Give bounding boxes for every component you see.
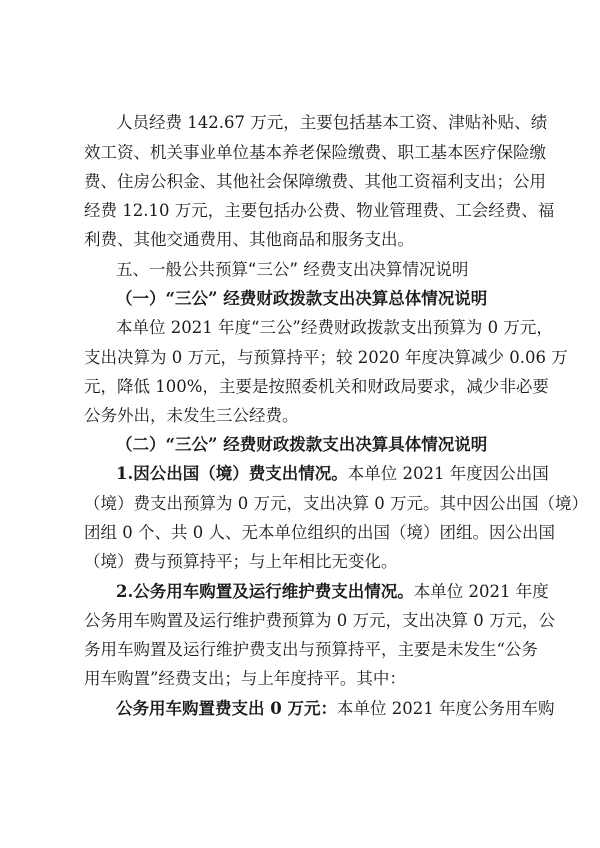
item-vehicle-purchase-line-1-text: 本单位 2021 年度公务用车购 [336,699,555,718]
paragraph-overall-line-2: 支出决算为 0 万元，与预算持平；较 2020 年度决算减少 0.06 万 [84,348,568,367]
subsection-two-heading: （二）“三公” 经费财政拨款支出决算具体情况说明 [116,435,488,454]
item-vehicle-purchase-line-1 [116,699,555,719]
subsection-one-heading: （一）“三公” 经费财政拨款支出决算总体情况说明 [116,289,488,308]
item-vehicle-line-1-text: 本单位 2021 年度 [413,582,549,601]
section-five-heading: 五、一般公共预算“三公” 经费支出决算情况说明 [116,260,469,279]
item-vehicle-line-2: 公务用车购置及运行维护费预算为 0 万元，支出决算 0 万元，公 [84,611,555,630]
item-overseas-line-1 [116,464,549,484]
item-overseas-line-1-text: 本单位 2021 年度因公出国 [347,464,549,483]
item-vehicle-purchase-title: 公务用车购置费支出 0 万元： [116,699,337,718]
paragraph-personnel-line-1: 人员经费 142.67 万元，主要包括基本工资、津贴补贴、绩 [116,113,548,132]
item-vehicle-line-3: 务用车购置及运行维护费支出与预算持平，主要是未发生“公务 [84,640,538,659]
item-vehicle-line-4: 用车购置”经费支出；与上年度持平。其中： [84,669,406,688]
item-vehicle-line-1 [116,582,549,602]
item-overseas-line-4: （境）费与预算持平；与上年相比无变化。 [84,552,398,571]
paragraph-overall-line-3: 元，降低 100%，主要是按照委机关和财政局要求，减少非必要 [84,377,549,396]
paragraph-overall-line-4: 公务外出，未发生三公经费。 [84,406,299,425]
item-overseas-line-2: （境）费支出预算为 0 万元，支出决算 0 万元。其中因公出国（境） [84,494,588,513]
paragraph-personnel-line-5: 利费、其他交通费用、其他商品和服务支出。 [84,230,414,249]
paragraph-personnel-line-2: 效工资、机关事业单位基本养老保险缴费、职工基本医疗保险缴 [84,143,546,162]
paragraph-overall-line-1: 本单位 2021 年度“三公”经费财政拨款支出预算为 0 万元， [116,318,553,337]
item-overseas-line-3: 团组 0 个、共 0 人、无本单位组织的出国（境）团组。因公出国 [84,523,555,542]
item-vehicle-title: 2.公务用车购置及运行维护费支出情况。 [116,582,414,601]
paragraph-personnel-line-4: 经费 12.10 万元，主要包括办公费、物业管理费、工会经费、福 [84,201,555,220]
item-overseas-title: 1.因公出国（境）费支出情况。 [116,464,348,483]
paragraph-personnel-line-3: 费、住房公积金、其他社会保障缴费、其他工资福利支出；公用 [84,172,546,191]
